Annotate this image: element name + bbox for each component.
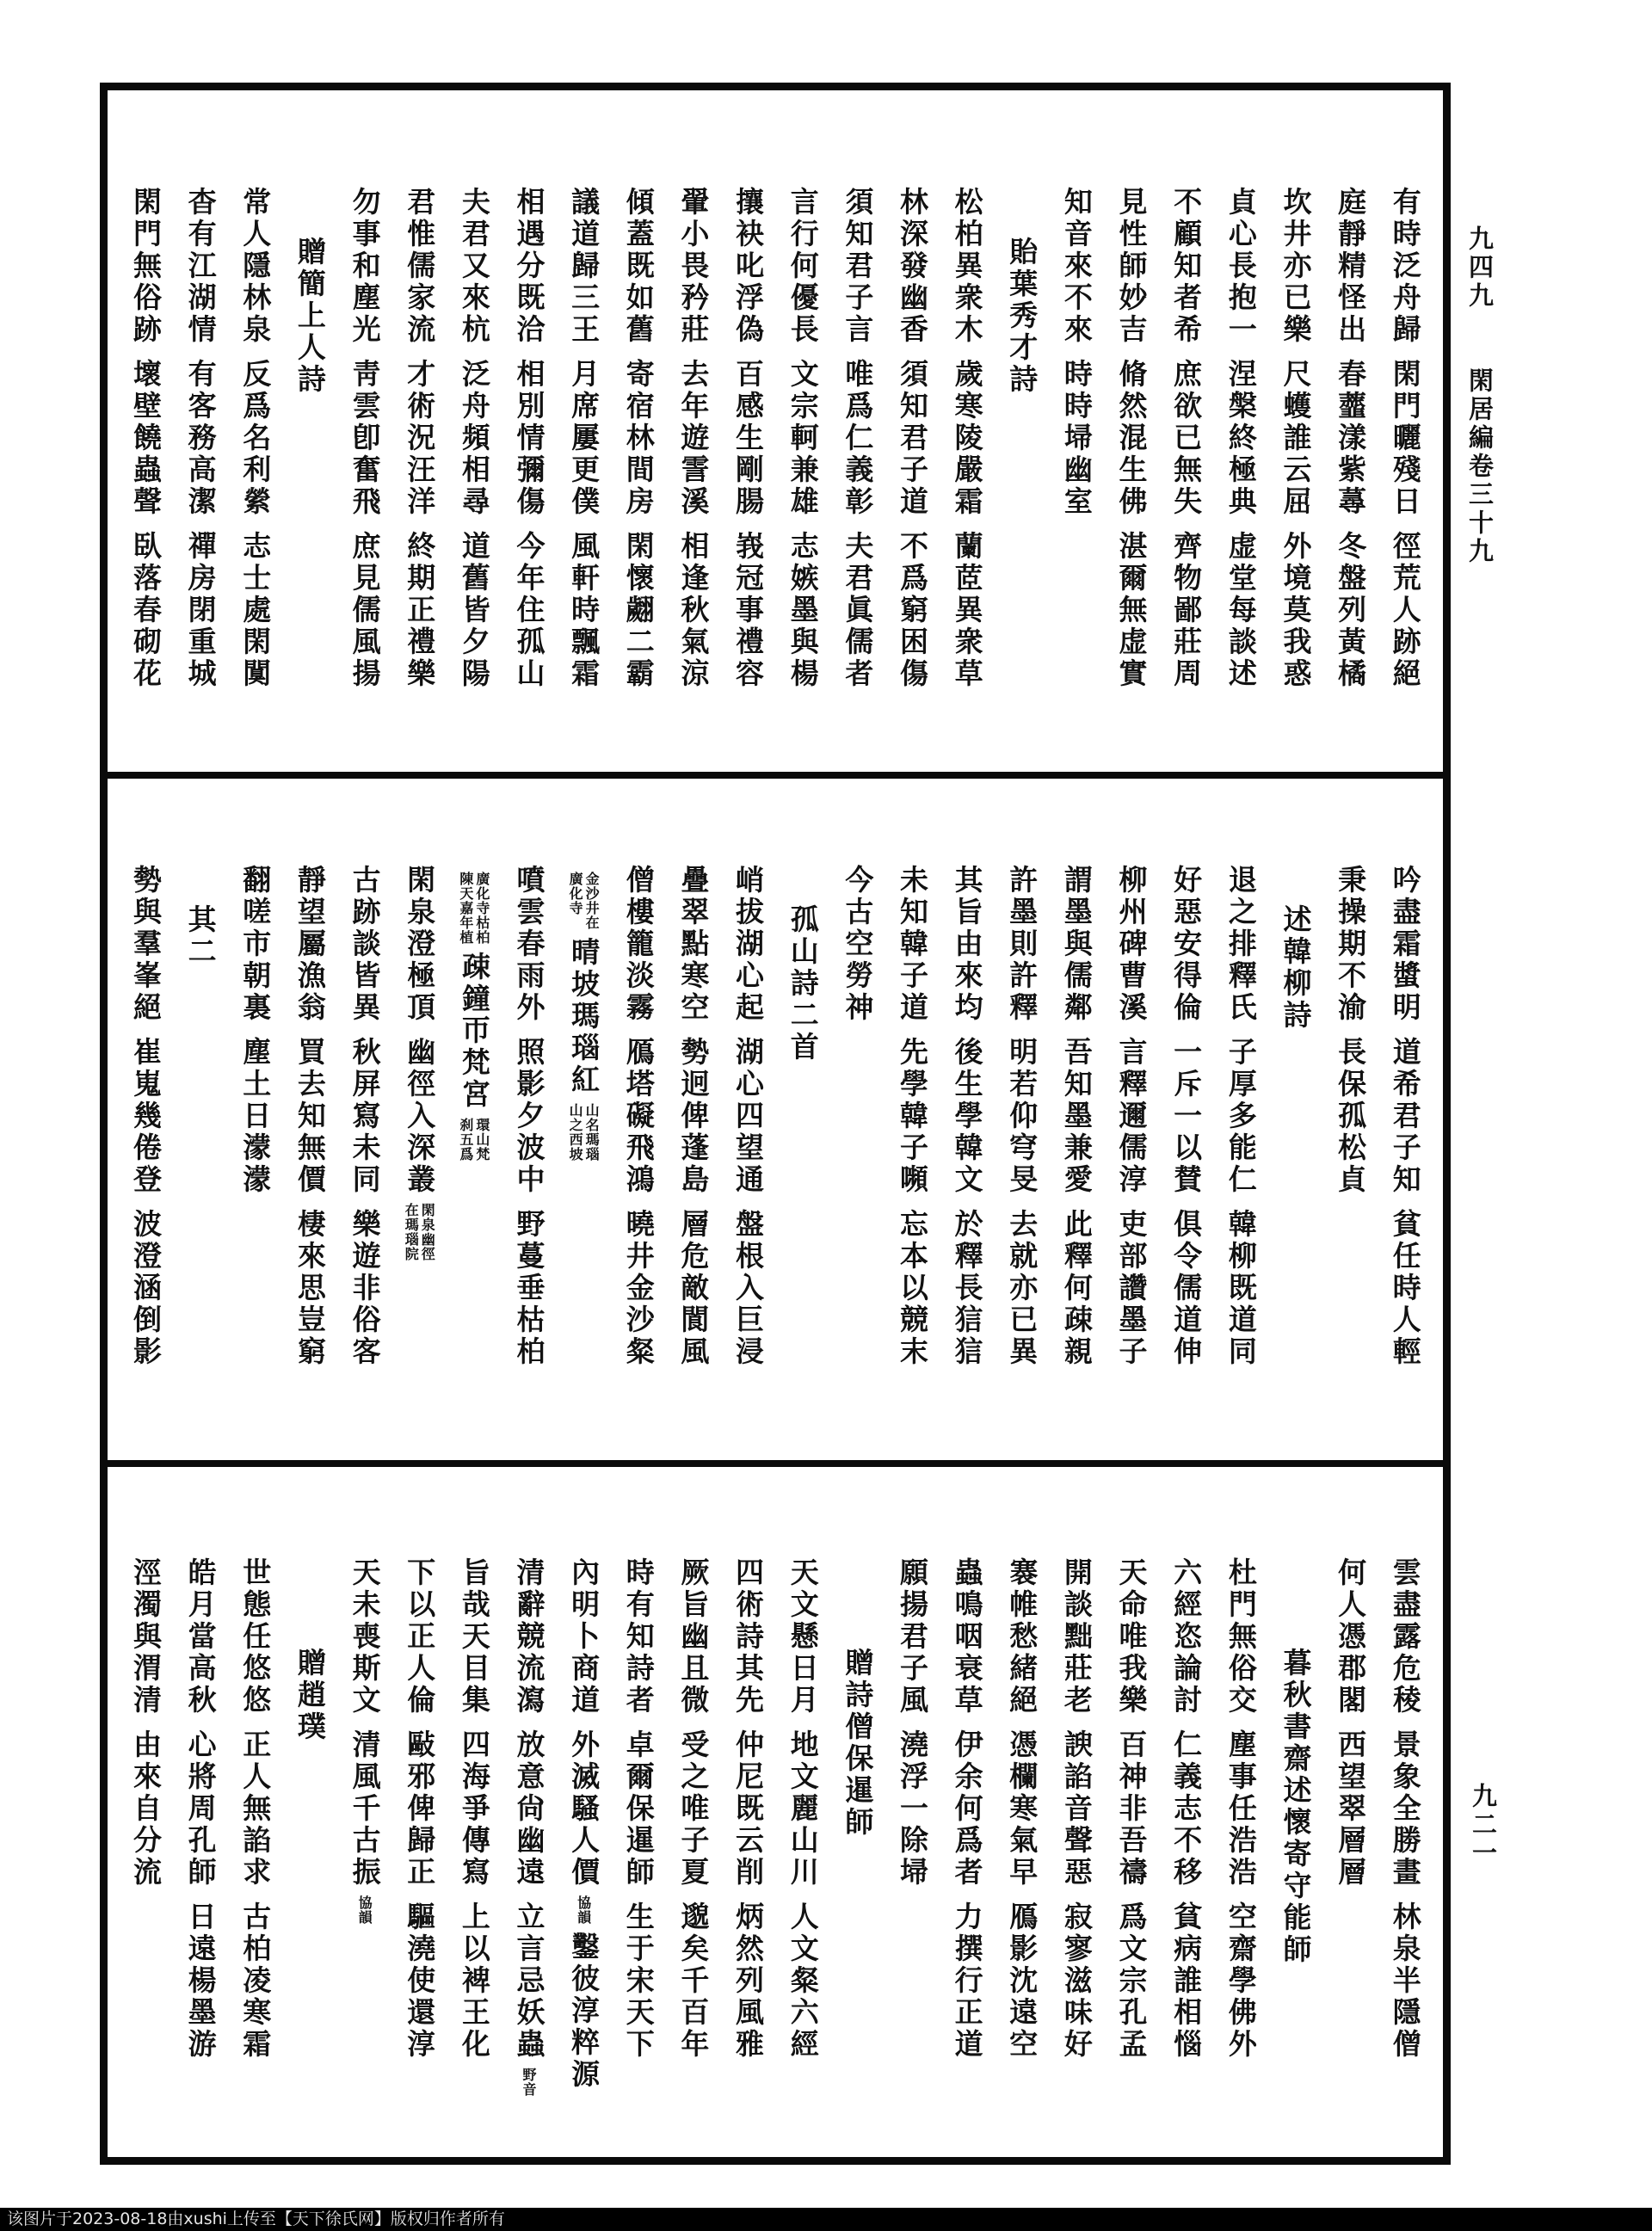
verse-line: 庭靜精怪出 xyxy=(1334,187,1368,346)
verse-line: 月席屢更僕 xyxy=(567,359,601,518)
poem-column xyxy=(620,779,657,1460)
poem-column xyxy=(729,1467,767,2155)
verse-line: 秋屏寫未同 xyxy=(348,1037,382,1196)
poem-column xyxy=(1276,90,1314,772)
verse-line: 願揚君子風 xyxy=(895,1557,929,1716)
register-bottom xyxy=(126,1467,1424,2155)
verse-line: 涅槃終極典 xyxy=(1224,359,1258,518)
poem-title: 贈簡上人詩 xyxy=(293,237,327,396)
verse-line: 退之排釋氏 xyxy=(1224,865,1258,1024)
poem-column xyxy=(455,779,493,1460)
verse-line: 閑泉澄極頂 xyxy=(403,865,437,1024)
verse-line: 疊翠點寒空 xyxy=(676,865,711,1024)
verse-line: 清風千古振 xyxy=(348,1729,382,1889)
verse-line: 立言忌妖蟲 xyxy=(512,1901,546,2061)
poem-column xyxy=(620,1467,657,2155)
verse-line: 邈矣千百年 xyxy=(676,1901,711,2061)
verse-line: 未知韓子道 xyxy=(895,865,929,1024)
verse-line: 曉井金沙粲 xyxy=(621,1209,656,1368)
verse-line: 有客務高潔 xyxy=(183,359,218,518)
poem-column xyxy=(1222,90,1260,772)
poem-column xyxy=(948,1467,986,2155)
verse-line: 長保孤松貞 xyxy=(1334,1037,1368,1196)
verse-line: 百神非吾禱 xyxy=(1114,1729,1149,1889)
verse-line: 時有知詩者 xyxy=(621,1557,656,1716)
verse-line: 泛舟頻相尋 xyxy=(457,359,491,518)
verse-line: 鴈影沈遠空 xyxy=(1005,1901,1039,2061)
verse-line: 忘本以競末 xyxy=(895,1209,929,1368)
poem-column xyxy=(1331,90,1369,772)
verse-line: 生于宋天下 xyxy=(621,1901,656,2061)
verse-line: 湛爾無虚實 xyxy=(1114,531,1149,690)
poem-column xyxy=(400,1467,438,2155)
verse-line: 日遠楊墨游 xyxy=(183,1901,218,2061)
verse-line: 天命唯我樂 xyxy=(1114,1557,1149,1716)
poem-column xyxy=(346,90,384,772)
verse-line: 受之唯子夏 xyxy=(676,1729,711,1889)
verse-line: 卓爾保暹師 xyxy=(621,1729,656,1889)
verse-line: 勢迥俾蓬島 xyxy=(676,1037,711,1196)
poem-column xyxy=(838,90,876,772)
verse-line: 禪房閉重城 xyxy=(183,531,218,690)
verse-line: 須知君子道 xyxy=(895,359,929,518)
margin-volume-title: 閑居編卷三十九 xyxy=(1465,367,1495,566)
verse-line: 景象全勝畫 xyxy=(1388,1729,1422,1889)
verse-line: 湖心四望通 xyxy=(731,1037,766,1196)
poem-column xyxy=(674,779,712,1460)
verse-line: 樂遊非俗客 xyxy=(348,1209,382,1368)
verse-line: 買去知無價 xyxy=(293,1037,327,1196)
poem-column xyxy=(346,1467,384,2155)
poem-column xyxy=(1386,779,1424,1460)
verse-line: 去年遊霅溪 xyxy=(676,359,711,518)
poem-title-column xyxy=(784,779,822,1460)
verse-line: 時時埽幽室 xyxy=(1059,359,1094,518)
poem-column xyxy=(1167,779,1205,1460)
verse-line: 閑懷翽二霸 xyxy=(621,531,656,690)
verse-line: 臥落春砌花 xyxy=(129,531,163,690)
margin-page-number-top: 九四九 xyxy=(1465,225,1495,311)
verse-line: 外境莫我惑 xyxy=(1279,531,1313,690)
poem-title: 孤山詩二首 xyxy=(786,904,820,1063)
verse-line: 相遇分既洽 xyxy=(512,187,546,346)
interlinear-note: 環山梵 刹五爲 xyxy=(457,1118,490,1162)
verse-line: 不顧知者希 xyxy=(1169,187,1204,346)
verse-line: 俱令儒道伸 xyxy=(1169,1209,1204,1368)
poem-column xyxy=(236,779,274,1460)
verse-line: 夫君又來杭 xyxy=(457,187,491,346)
verse-line: 四海爭傳寫 xyxy=(457,1729,491,1889)
verse-line: 天文懸日月 xyxy=(786,1557,820,1716)
poem-column xyxy=(509,90,547,772)
poem-column xyxy=(1057,779,1095,1460)
poem-column xyxy=(1113,779,1150,1460)
verse-line: 空齋學佛外 xyxy=(1224,1901,1258,2061)
verse-line: 力撰行正道 xyxy=(950,1901,984,2061)
verse-line: 鴈塔礙飛鴻 xyxy=(621,1037,656,1196)
poem-column xyxy=(838,779,876,1460)
verse-line: 吟盡霜螿明 xyxy=(1388,865,1422,1024)
verse-line: 放意尙幽遠 xyxy=(512,1729,546,1889)
verse-line: 此釋何疎親 xyxy=(1059,1209,1094,1368)
horizontal-divider-2 xyxy=(108,1460,1443,1467)
poem-column xyxy=(236,1467,274,2155)
poem-column xyxy=(126,1467,164,2155)
poem-title-column xyxy=(1276,1467,1314,2155)
poem-column xyxy=(126,779,164,1460)
verse-line: 疎鐘帀梵宮 xyxy=(457,952,491,1111)
verse-line: 志嫉墨與楊 xyxy=(786,531,820,690)
poem-title: 贈趙璞 xyxy=(293,1648,327,1743)
verse-line: 寂寥滋味好 xyxy=(1059,1901,1094,2061)
poem-column xyxy=(291,779,329,1460)
poem-column xyxy=(126,90,164,772)
margin-header xyxy=(1463,225,1497,566)
margin-page-number-bottom: 九二一 xyxy=(1469,1783,1498,1868)
verse-line: 崔嵬幾倦登 xyxy=(129,1037,163,1196)
verse-line: 吾知墨兼愛 xyxy=(1059,1037,1094,1196)
verse-line: 不爲窮困傷 xyxy=(895,531,929,690)
verse-line: 於釋長狺狺 xyxy=(950,1209,984,1368)
poem-column xyxy=(1057,90,1095,772)
verse-line: 天未喪斯文 xyxy=(348,1557,382,1716)
poem-title-column xyxy=(291,90,329,772)
poem-column xyxy=(674,1467,712,2155)
verse-line: 道希君子知 xyxy=(1388,1037,1422,1196)
verse-line: 諛諂音聲惡 xyxy=(1059,1729,1094,1889)
verse-line: 寄宿林間房 xyxy=(621,359,656,518)
verse-line: 後生學韓文 xyxy=(950,1037,984,1196)
verse-line: 夫君眞儒者 xyxy=(841,531,875,690)
verse-line: 相逢秋氣涼 xyxy=(676,531,711,690)
verse-line: 君惟儒家流 xyxy=(403,187,437,346)
verse-line: 脩然混生佛 xyxy=(1114,359,1149,518)
poem-title-column xyxy=(1276,779,1314,1460)
verse-line: 由來自分流 xyxy=(129,1729,163,1889)
poem-title: 暮秋書齋述懷寄守能師 xyxy=(1279,1648,1313,1966)
verse-line: 正人無諂求 xyxy=(238,1729,273,1889)
verse-line: 吏部讚墨子 xyxy=(1114,1209,1149,1368)
verse-line: 坎井亦已樂 xyxy=(1279,187,1313,346)
verse-line: 庶見儒風揚 xyxy=(348,531,382,690)
verse-line: 靑雲卽奮飛 xyxy=(348,359,382,518)
poem-column xyxy=(893,90,931,772)
verse-line: 西望翠層層 xyxy=(1334,1729,1368,1889)
poem-column xyxy=(509,779,547,1460)
poem-column xyxy=(1222,1467,1260,2155)
poem-column xyxy=(1386,1467,1424,2155)
verse-line: 地文麗山川 xyxy=(786,1729,820,1889)
verse-line: 蟲鳴咽衰草 xyxy=(950,1557,984,1716)
verse-line: 爲文宗孔孟 xyxy=(1114,1901,1149,2061)
poem-column xyxy=(1002,779,1040,1460)
verse-line: 峭拔湖心起 xyxy=(731,865,766,1024)
verse-line: 古柏凌寒霜 xyxy=(238,1901,273,2061)
poem-column xyxy=(564,779,602,1460)
verse-line: 尺蠖誰云屈 xyxy=(1279,359,1313,518)
poem-title-column xyxy=(291,1467,329,2155)
verse-line: 文宗軻兼雄 xyxy=(786,359,820,518)
verse-line: 褰帷愁緒絕 xyxy=(1005,1557,1039,1716)
verse-line: 幽徑入深叢 xyxy=(403,1037,437,1196)
poem-column xyxy=(1331,1467,1369,2155)
verse-line: 蘭茝異衆草 xyxy=(950,531,984,690)
verse-line: 上以裨王化 xyxy=(457,1901,491,2061)
verse-line: 好惡安得倫 xyxy=(1169,865,1204,1024)
verse-line: 伊余何爲者 xyxy=(950,1729,984,1889)
verse-line: 厥旨幽且微 xyxy=(676,1557,711,1716)
verse-line: 層危敵閬風 xyxy=(676,1209,711,1368)
verse-line: 才術況汪洋 xyxy=(403,359,437,518)
poem-column xyxy=(729,90,767,772)
interlinear-note: 野音 xyxy=(520,2068,537,2097)
verse-line: 勿事和塵光 xyxy=(348,187,382,346)
verse-line: 唯爲仁義彰 xyxy=(841,359,875,518)
interlinear-note: 協韻 xyxy=(356,1895,373,1925)
verse-line: 柳州碑曹溪 xyxy=(1114,865,1149,1024)
verse-line: 春虀漾紫蕁 xyxy=(1334,359,1368,518)
verse-line: 照影夕波中 xyxy=(512,1037,546,1196)
verse-line: 仁義志不移 xyxy=(1169,1729,1204,1889)
poem-column xyxy=(564,1467,602,2155)
interlinear-note: 金沙井在 廣化寺 xyxy=(567,872,601,930)
verse-line: 反爲名利縈 xyxy=(238,359,273,518)
poem-column xyxy=(400,779,438,1460)
verse-line: 今年住孤山 xyxy=(512,531,546,690)
verse-line: 炳然列風雅 xyxy=(731,1901,766,2061)
verse-line: 仲尼既云削 xyxy=(731,1729,766,1889)
poem-column xyxy=(893,779,931,1460)
verse-line: 六經恣論討 xyxy=(1169,1557,1204,1716)
verse-line: 內明卜商道 xyxy=(567,1557,601,1716)
verse-line: 心將周孔師 xyxy=(183,1729,218,1889)
verse-line: 憑欄寒氣早 xyxy=(1005,1729,1039,1889)
poem-column xyxy=(784,1467,822,2155)
poem-column xyxy=(1222,779,1260,1460)
poem-title: 述韓柳詩 xyxy=(1279,904,1313,1032)
verse-line: 林泉半隱僧 xyxy=(1388,1901,1422,2061)
verse-line: 志士處閑闃 xyxy=(238,531,273,690)
verse-line: 議道歸三王 xyxy=(567,187,601,346)
poem-column xyxy=(729,779,767,1460)
verse-line: 驅澆使還淳 xyxy=(403,1901,437,2061)
poem-column xyxy=(620,90,657,772)
verse-line: 貞心長抱一 xyxy=(1224,187,1258,346)
watermark-bar xyxy=(0,2208,1652,2231)
verse-line: 言行何優長 xyxy=(786,187,820,346)
poem-column xyxy=(182,90,219,772)
verse-line: 清辭競流瀉 xyxy=(512,1557,546,1716)
poem-column xyxy=(455,90,493,772)
verse-line: 閑門曬殘日 xyxy=(1388,359,1422,518)
verse-line: 今古空勞神 xyxy=(841,865,875,1024)
verse-line: 敺邪俾歸正 xyxy=(403,1729,437,1889)
verse-line: 歲寒陵嚴霜 xyxy=(950,359,984,518)
verse-line: 晴坡瑪瑙紅 xyxy=(567,937,601,1096)
verse-line: 野蔓垂枯柏 xyxy=(512,1209,546,1368)
verse-line: 須知君子言 xyxy=(841,187,875,346)
verse-line: 人文粲六經 xyxy=(786,1901,820,2061)
verse-line: 雲盡露危稜 xyxy=(1388,1557,1422,1716)
verse-line: 秉操期不渝 xyxy=(1334,865,1368,1024)
poem-column xyxy=(1386,90,1424,772)
verse-line: 杜門無俗交 xyxy=(1224,1557,1258,1716)
verse-line: 道舊皆夕陽 xyxy=(457,531,491,690)
verse-line: 去就亦已異 xyxy=(1005,1209,1039,1368)
verse-line: 何人憑郡閣 xyxy=(1334,1557,1368,1716)
poem-column xyxy=(674,90,712,772)
verse-line: 見性師妙吉 xyxy=(1114,187,1149,346)
verse-line: 噴雲春雨外 xyxy=(512,865,546,1024)
verse-line: 許墨則許釋 xyxy=(1005,865,1039,1024)
poem-title: 其二 xyxy=(183,904,218,968)
verse-line: 旨哉天目集 xyxy=(457,1557,491,1716)
verse-line: 傾蓋既如舊 xyxy=(621,187,656,346)
watermark-text: 该图片于2023-08-18由xushi上传至【天下徐氏网】版权归作者所有 xyxy=(7,2209,505,2228)
verse-line: 盤根入巨浸 xyxy=(731,1209,766,1368)
poem-column xyxy=(1113,90,1150,772)
verse-line: 謂墨與儒鄰 xyxy=(1059,865,1094,1024)
verse-line: 塵事任浩浩 xyxy=(1224,1729,1258,1889)
poem-column xyxy=(893,1467,931,2155)
verse-line: 峩冠事禮容 xyxy=(731,531,766,690)
verse-line: 韓柳既道同 xyxy=(1224,1209,1258,1368)
poem-column xyxy=(948,90,986,772)
verse-line: 有時泛舟歸 xyxy=(1388,187,1422,346)
verse-line: 貧任時人輕 xyxy=(1388,1209,1422,1368)
verse-line: 徑荒人跡絕 xyxy=(1388,531,1422,690)
poem-title: 貽葉秀才詩 xyxy=(1005,237,1039,396)
verse-line: 鑿彼淳粹源 xyxy=(567,1932,601,2091)
verse-line: 波澄涵倒影 xyxy=(129,1209,163,1368)
verse-line: 壞壁饒蟲聲 xyxy=(129,359,163,518)
verse-line: 冬盤列黃橘 xyxy=(1334,531,1368,690)
verse-line: 下以正人倫 xyxy=(403,1557,437,1716)
register-middle xyxy=(126,779,1424,1460)
verse-line: 靜望屬漁翁 xyxy=(293,865,327,1024)
poem-column xyxy=(1331,779,1369,1460)
verse-line: 言釋邇儒淳 xyxy=(1114,1037,1149,1196)
verse-line: 明若仰穹旻 xyxy=(1005,1037,1039,1196)
poem-column xyxy=(455,1467,493,2155)
poem-column xyxy=(509,1467,547,2155)
verse-line: 塵土日濛濛 xyxy=(238,1037,273,1196)
poem-column xyxy=(236,90,274,772)
verse-line: 涇濁與渭清 xyxy=(129,1557,163,1716)
verse-line: 攘袂叱浮偽 xyxy=(731,187,766,346)
poem-column xyxy=(182,1467,219,2155)
verse-line: 棲來思豈窮 xyxy=(293,1209,327,1368)
verse-line: 四術詩其先 xyxy=(731,1557,766,1716)
verse-line: 皓月當高秋 xyxy=(183,1557,218,1716)
verse-line: 常人隱林泉 xyxy=(238,187,273,346)
verse-line: 知音來不來 xyxy=(1059,187,1094,346)
verse-line: 子厚多能仁 xyxy=(1224,1037,1258,1196)
verse-line: 其旨由來均 xyxy=(950,865,984,1024)
verse-line: 齊物鄙莊周 xyxy=(1169,531,1204,690)
poem-column xyxy=(1167,1467,1205,2155)
verse-line: 翬小畏矜莊 xyxy=(676,187,711,346)
register-top xyxy=(126,90,1424,772)
verse-line: 古跡談皆異 xyxy=(348,865,382,1024)
verse-line: 相別情彌傷 xyxy=(512,359,546,518)
verse-line: 閑門無俗跡 xyxy=(129,187,163,346)
verse-line: 勢與羣峯絕 xyxy=(129,865,163,1024)
poem-column xyxy=(948,779,986,1460)
poem-title-column xyxy=(838,1467,876,2155)
poem-column xyxy=(1167,90,1205,772)
poem-column xyxy=(1113,1467,1150,2155)
verse-line: 外滅騷人價 xyxy=(567,1729,601,1889)
poem-column xyxy=(564,90,602,772)
poem-title-column xyxy=(1002,90,1040,772)
verse-line: 終期正禮樂 xyxy=(403,531,437,690)
verse-line: 風軒時飄霜 xyxy=(567,531,601,690)
horizontal-divider-1 xyxy=(108,772,1443,779)
verse-line: 林深發幽香 xyxy=(895,187,929,346)
poem-column xyxy=(1002,1467,1040,2155)
interlinear-note: 協韻 xyxy=(575,1895,592,1925)
poem-column xyxy=(346,779,384,1460)
poem-column xyxy=(400,90,438,772)
poem-column xyxy=(1057,1467,1095,2155)
page-frame xyxy=(100,83,1451,2165)
verse-line: 杳有江湖情 xyxy=(183,187,218,346)
interlinear-note: 山名瑪瑙 山之西坡 xyxy=(567,1103,601,1162)
verse-line: 庶欲已無失 xyxy=(1169,359,1204,518)
verse-line: 百感生剛腸 xyxy=(731,359,766,518)
verse-line: 松柏異衆木 xyxy=(950,187,984,346)
verse-line: 先學韓子嚬 xyxy=(895,1037,929,1196)
verse-line: 僧樓籠淡霧 xyxy=(621,865,656,1024)
poem-column xyxy=(784,90,822,772)
verse-line: 開談黜莊老 xyxy=(1059,1557,1094,1716)
verse-line: 虚堂每談述 xyxy=(1224,531,1258,690)
interlinear-note: 閑泉幽徑 在瑪瑙院 xyxy=(403,1203,436,1261)
poem-title-column xyxy=(182,779,219,1460)
verse-line: 翻嗟市朝裏 xyxy=(238,865,273,1024)
poem-title: 贈詩僧保暹師 xyxy=(841,1648,875,1839)
interlinear-note: 廣化寺枯柏 陳天嘉年植 xyxy=(457,872,490,945)
verse-line: 澆浮一除埽 xyxy=(895,1729,929,1889)
verse-line: 一斥一以賛 xyxy=(1169,1037,1204,1196)
verse-line: 貧病誰相惱 xyxy=(1169,1901,1204,2061)
verse-line: 世態任悠悠 xyxy=(238,1557,273,1716)
